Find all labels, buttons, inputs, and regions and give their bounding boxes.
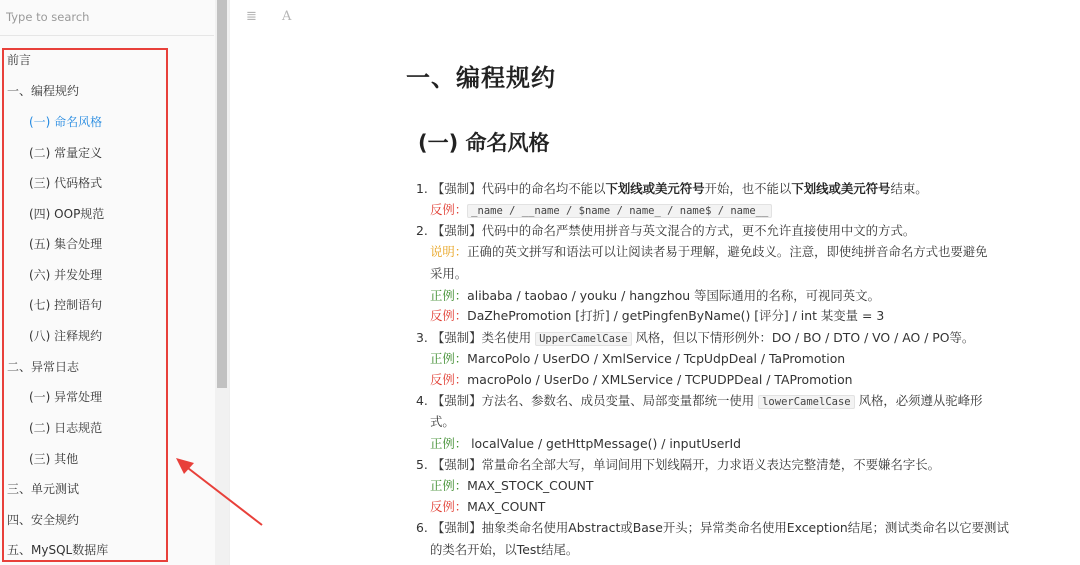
search-input[interactable] (0, 0, 200, 34)
toc-item[interactable]: (八) 注释规约 (29, 329, 103, 343)
rule-text: 开始，也不能以 (704, 181, 792, 196)
rule-5-good-example (430, 476, 594, 496)
toc-item[interactable]: (五) 集合处理 (29, 237, 103, 251)
toc-item[interactable]: (六) 并发处理 (29, 268, 103, 282)
rule-tag: 【强制】 (432, 520, 482, 535)
page-title: 一、编程规约 (406, 64, 556, 92)
rule-tag: 【强制】 (432, 223, 482, 238)
rule-text: 代码中的命名均不能以 (481, 181, 606, 196)
search-box (0, 0, 214, 36)
bad-example-label: 反例： (430, 202, 468, 217)
rule-emphasis: 下划线或美元符号 (791, 181, 891, 196)
example-text: MAX_STOCK_COUNT (467, 478, 594, 493)
rule-text: 结束。 (890, 181, 928, 196)
example-text: localValue / getHttpMessage() / inputUserId (467, 436, 741, 451)
list-number: 6. (416, 520, 428, 535)
rule-1 (416, 179, 928, 199)
rule-4 (416, 391, 982, 412)
rule-tag: 【强制】 (432, 457, 482, 472)
toc-item[interactable]: 四、安全规约 (7, 513, 80, 527)
rule-text: 常量命名全部大写，单词间用下划线隔开，力求语义表达完整清楚，不要嫌名字长。 (481, 457, 941, 472)
list-number: 1. (416, 181, 428, 196)
rule-3-bad-example (430, 370, 853, 390)
note-text: 正确的英文拼写和语法可以让阅读者易于理解，避免歧义。注意，即使纯拼音命名方式也要避免 (467, 244, 988, 259)
example-text: alibaba / taobao / youku / hangzhou 等国际通用的名称，可视同英文。 (467, 288, 880, 303)
list-number: 5. (416, 457, 428, 472)
toc-item[interactable]: (三) 其他 (29, 452, 79, 466)
good-example-label: 正例： (430, 436, 468, 451)
section-title: (一) 命名风格 (418, 131, 550, 155)
example-text: DaZhePromotion [打折] / getPingfenByName() [评分] / int 某变量 = 3 (467, 308, 885, 323)
good-example-label: 正例： (430, 351, 468, 366)
rule-4-cont (430, 412, 455, 432)
toc-item[interactable]: (三) 代码格式 (29, 176, 103, 190)
list-number: 3. (416, 330, 428, 345)
note-text: 采用。 (430, 266, 468, 281)
rule-tag: 【强制】 (432, 181, 482, 196)
rule-6-cont (430, 540, 578, 560)
rule-text: 式。 (430, 414, 455, 429)
rule-text: 风格，必须遵从驼峰形 (854, 393, 983, 408)
rule-text: 代码中的命名严禁使用拼音与英文混合的方式，更不允许直接使用中文的方式。 (481, 223, 916, 238)
toc-item[interactable]: (二) 常量定义 (29, 146, 103, 160)
inline-code: _name / __name / $name / name_ / name$ / name__ (467, 204, 772, 218)
toc-item[interactable]: 三、单元测试 (7, 482, 80, 496)
toc-item[interactable]: 五、MySQL数据库 (7, 543, 109, 557)
toc-item[interactable]: (七) 控制语句 (29, 298, 103, 312)
rule-2 (416, 221, 915, 241)
rule-2-note-cont (430, 264, 467, 284)
rule-2-bad-example (430, 306, 884, 326)
rule-2-good-example (430, 286, 880, 306)
rule-text: 风格，但以下情形例外：DO / BO / DTO / VO / AO / PO等。 (631, 330, 975, 345)
rule-emphasis: 下划线或美元符号 (605, 181, 705, 196)
inline-code: UpperCamelCase (535, 332, 632, 346)
rule-2-note (430, 242, 988, 262)
toc-item[interactable]: 前言 (7, 53, 32, 67)
toc-item[interactable]: (二) 日志规范 (29, 421, 103, 435)
example-text: MarcoPolo / UserDO / XmlService / TcpUdpDeal / TaPromotion (467, 351, 846, 366)
rule-text: 类名使用 (481, 330, 536, 345)
rule-1-bad-example (430, 200, 772, 221)
toc-item-active[interactable]: (一) 命名风格 (29, 115, 103, 129)
menu-icon[interactable]: ≣ (246, 9, 257, 24)
scrollbar-thumb[interactable] (217, 0, 227, 388)
good-example-label: 正例： (430, 288, 468, 303)
toc-item[interactable]: 一、编程规约 (7, 84, 80, 98)
bad-example-label: 反例： (430, 499, 468, 514)
main-content (230, 0, 1080, 565)
example-text: macroPolo / UserDo / XMLService / TCPUDPDeal / TAPromotion (467, 372, 853, 387)
rule-text: 的类名开始，以Test结尾。 (430, 542, 579, 557)
rule-text: 抽象类命名使用Abstract或Base开头；异常类命名使用Exception结尾；测试类命名以它要测试 (481, 520, 1009, 535)
bad-example-label: 反例： (430, 372, 468, 387)
rule-tag: 【强制】 (432, 393, 482, 408)
good-example-label: 正例： (430, 478, 468, 493)
inline-code: lowerCamelCase (758, 395, 855, 409)
toc-item[interactable]: 二、异常日志 (7, 360, 80, 374)
list-number: 2. (416, 223, 428, 238)
rule-5-bad-example (430, 497, 545, 517)
list-number: 4. (416, 393, 428, 408)
rule-5 (416, 455, 940, 475)
rule-tag: 【强制】 (432, 330, 482, 345)
rule-3-good-example (430, 349, 845, 369)
font-settings-icon[interactable]: A (282, 9, 292, 24)
toc-item[interactable]: (四) OOP规范 (29, 207, 105, 221)
bad-example-label: 反例： (430, 308, 468, 323)
note-label: 说明： (430, 244, 468, 259)
rule-6 (416, 518, 1009, 538)
rule-text: 方法名、参数名、成员变量、局部变量都统一使用 (481, 393, 759, 408)
example-text: MAX_COUNT (467, 499, 546, 514)
rule-3 (416, 328, 974, 349)
rule-4-good-example (430, 434, 741, 454)
toc-item[interactable]: (一) 异常处理 (29, 390, 103, 404)
